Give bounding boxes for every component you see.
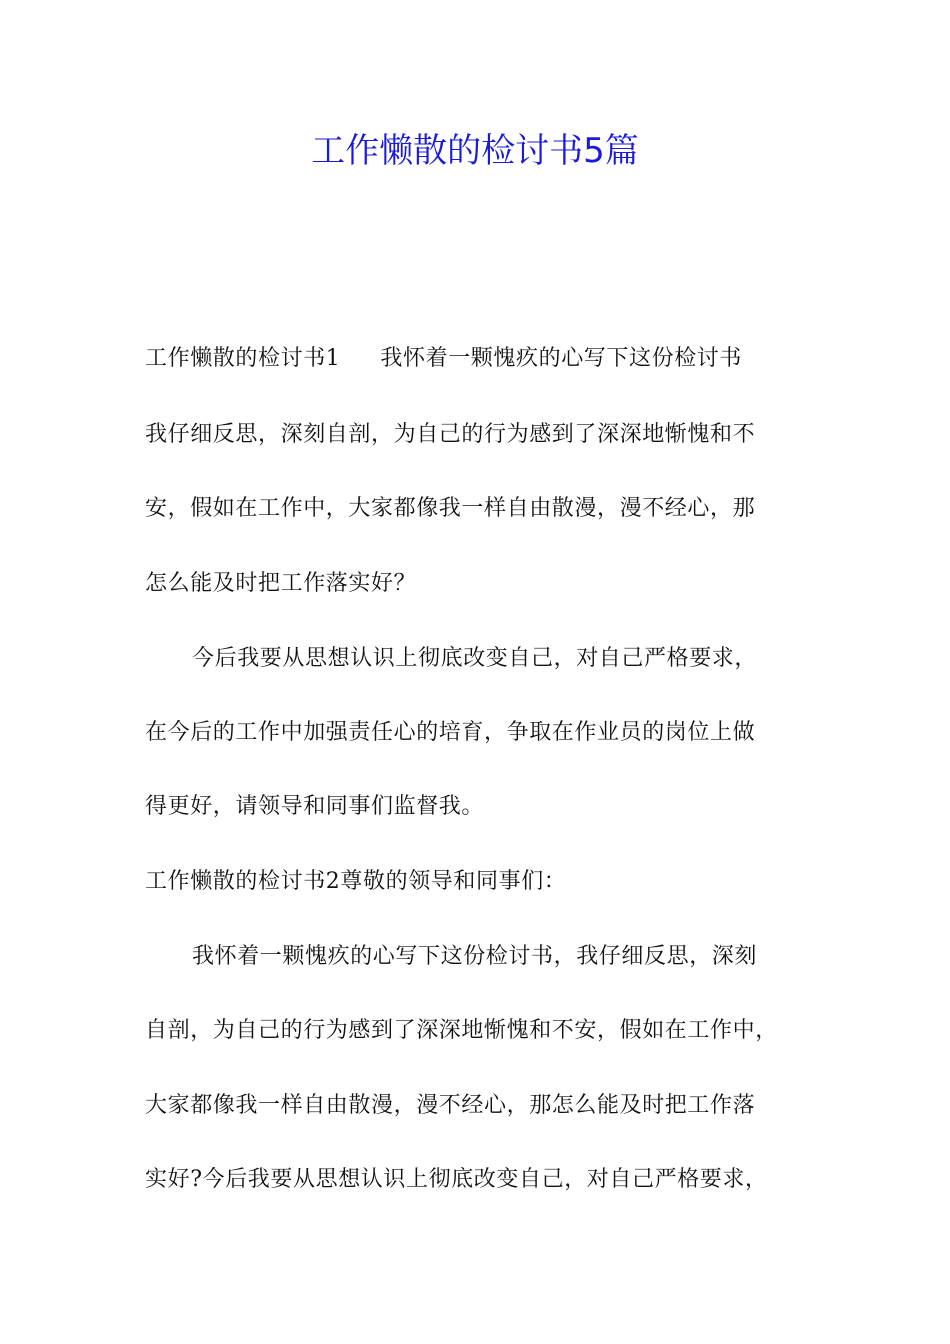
paragraph-line: 我怀着一颗愧疚的心写下这份检讨书，我仔细反思，深刻 <box>192 944 758 969</box>
line-text: 我怀着一颗愧疚的心写下这份检讨书 <box>380 346 743 371</box>
paragraph-line: 大家都像我一样自由散漫，漫不经心，那怎么能及时把工作落 <box>145 1093 756 1118</box>
paragraph-line: 安，假如在工作中，大家都像我一样自由散漫，漫不经心，那 <box>145 496 756 521</box>
paragraph-line: 怎么能及时把工作落实好？ <box>145 571 417 596</box>
paragraph-line: 自剖，为自己的行为感到了深深地惭愧和不安，假如在工作中， <box>145 1018 778 1043</box>
paragraph-line: 我仔细反思，深刻自剖，为自己的行为感到了深深地惭愧和不 <box>145 422 756 447</box>
paragraph-line: 得更好，请领导和同事们监督我。 <box>145 794 485 819</box>
paragraph-line: 今后我要从思想认识上彻底改变自己，对自己严格要求， <box>192 646 758 671</box>
section-heading-line: 工作懒散的检讨书2尊敬的领导和同事们： <box>145 869 567 894</box>
paragraph-line: 实好?今后我要从思想认识上彻底改变自己，对自己严格要求， <box>145 1167 768 1192</box>
paragraph-line <box>145 343 742 375</box>
section-heading: 工作懒散的检讨书1 <box>145 346 341 371</box>
document-title: 工作懒散的检讨书5篇 <box>311 131 639 171</box>
paragraph-line: 在今后的工作中加强责任心的培育，争取在作业员的岗位上做 <box>145 720 756 745</box>
